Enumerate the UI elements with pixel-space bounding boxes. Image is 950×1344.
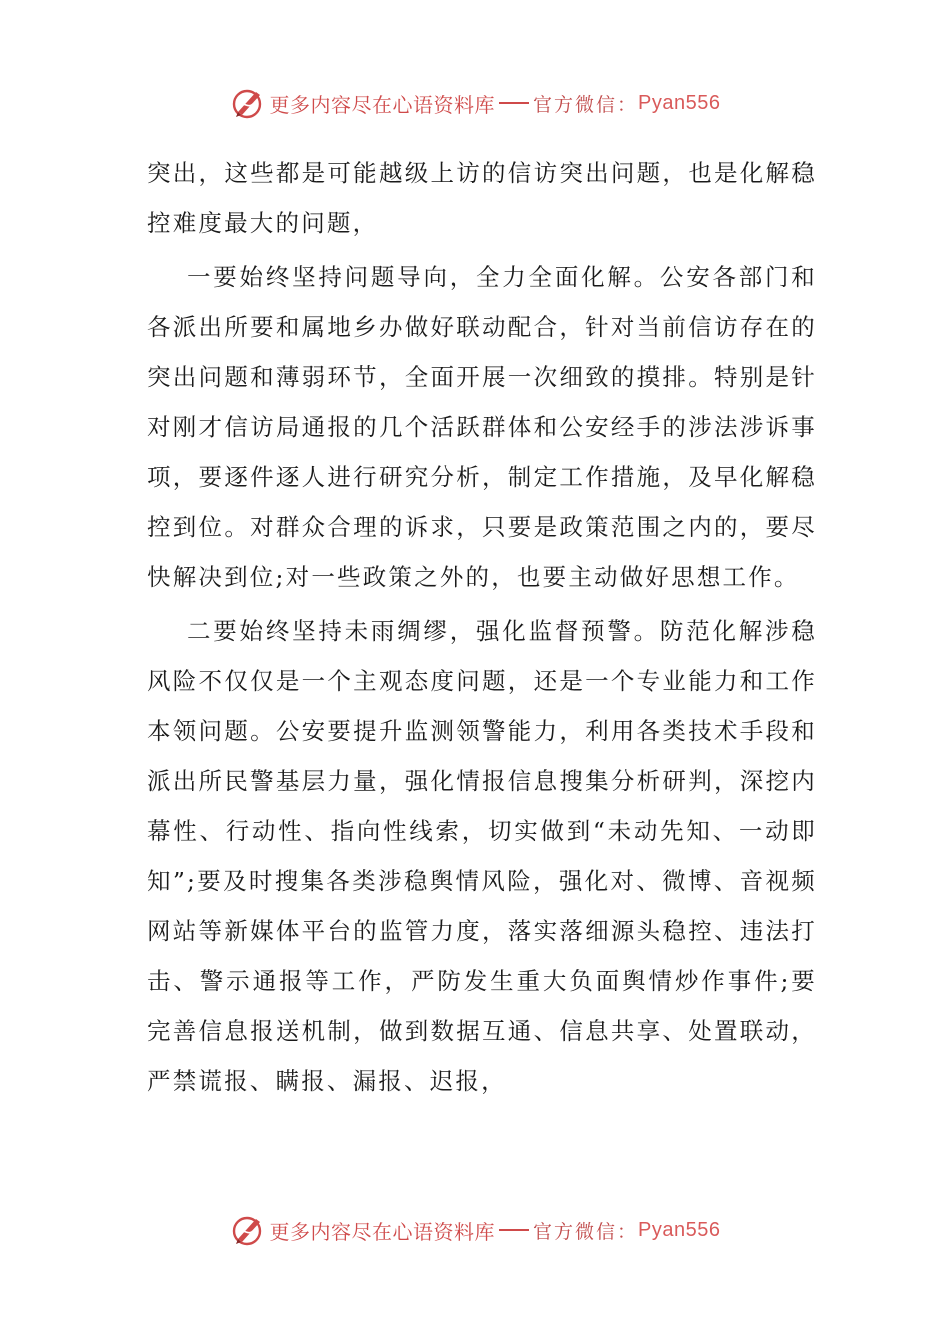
header-wechat-id: Pyan556: [638, 91, 721, 114]
pen-logo-icon: [230, 1212, 266, 1248]
header-dash: [499, 102, 529, 104]
footer-dash: [499, 1229, 529, 1231]
paragraph-2: 一要始终坚持问题导向，全力全面化解。公安各部门和各派出所要和属地乡办做好联动配合，针对当前信访存在的突出问题和薄弱环节，全面开展一次细致的摸排。特别是针对刚才信访局通报的几个活跃群体和公安经手的涉法涉诉事项，要逐件逐人进行研究分析，制定工作措施，及早化解稳控到位。对群众合理的诉求，只要是政策范围之内的，要尽快解决到位;对一些政策之外的，也要主动做好思想工作。: [147, 263, 817, 591]
header-banner: [0, 83, 950, 123]
document-body: [147, 148, 817, 1110]
paragraph-3: 二要始终坚持未雨绸缪，强化监督预警。防范化解涉稳风险不仅仅是一个主观态度问题，还是一个专业能力和工作本领问题。公安要提升监测领警能力，利用各类技术手段和派出所民警基层力量，强化情报信息搜集分析研判，深挖内幕性、行动性、指向性线索，切实做到“未动先知、一动即知”;要及时搜集各类涉稳舆情风险，强化对、微博、音视频网站等新媒体平台的监管力度，落实落细源头稳控、违法打击、警示通报等工作，严防发生重大负面舆情炒作事件;要完善信息报送机制，做到数据互通、信息共享、处置联动，严禁谎报、瞒报、漏报、迟报，: [147, 617, 817, 1095]
header-library-text: 更多内容尽在心语资料库: [269, 92, 495, 117]
footer-wechat-label: 官方微信：: [533, 1220, 639, 1243]
pen-logo-icon: [230, 85, 266, 121]
header-wechat-label: 官方微信：: [533, 93, 639, 116]
paragraph-1: 突出，这些都是可能越级上访的信访突出问题，也是化解稳控难度最大的问题，: [147, 159, 817, 237]
footer-library-text: 更多内容尽在心语资料库: [269, 1219, 495, 1244]
footer-wechat-id: Pyan556: [638, 1218, 721, 1241]
footer-banner: [0, 1210, 950, 1250]
